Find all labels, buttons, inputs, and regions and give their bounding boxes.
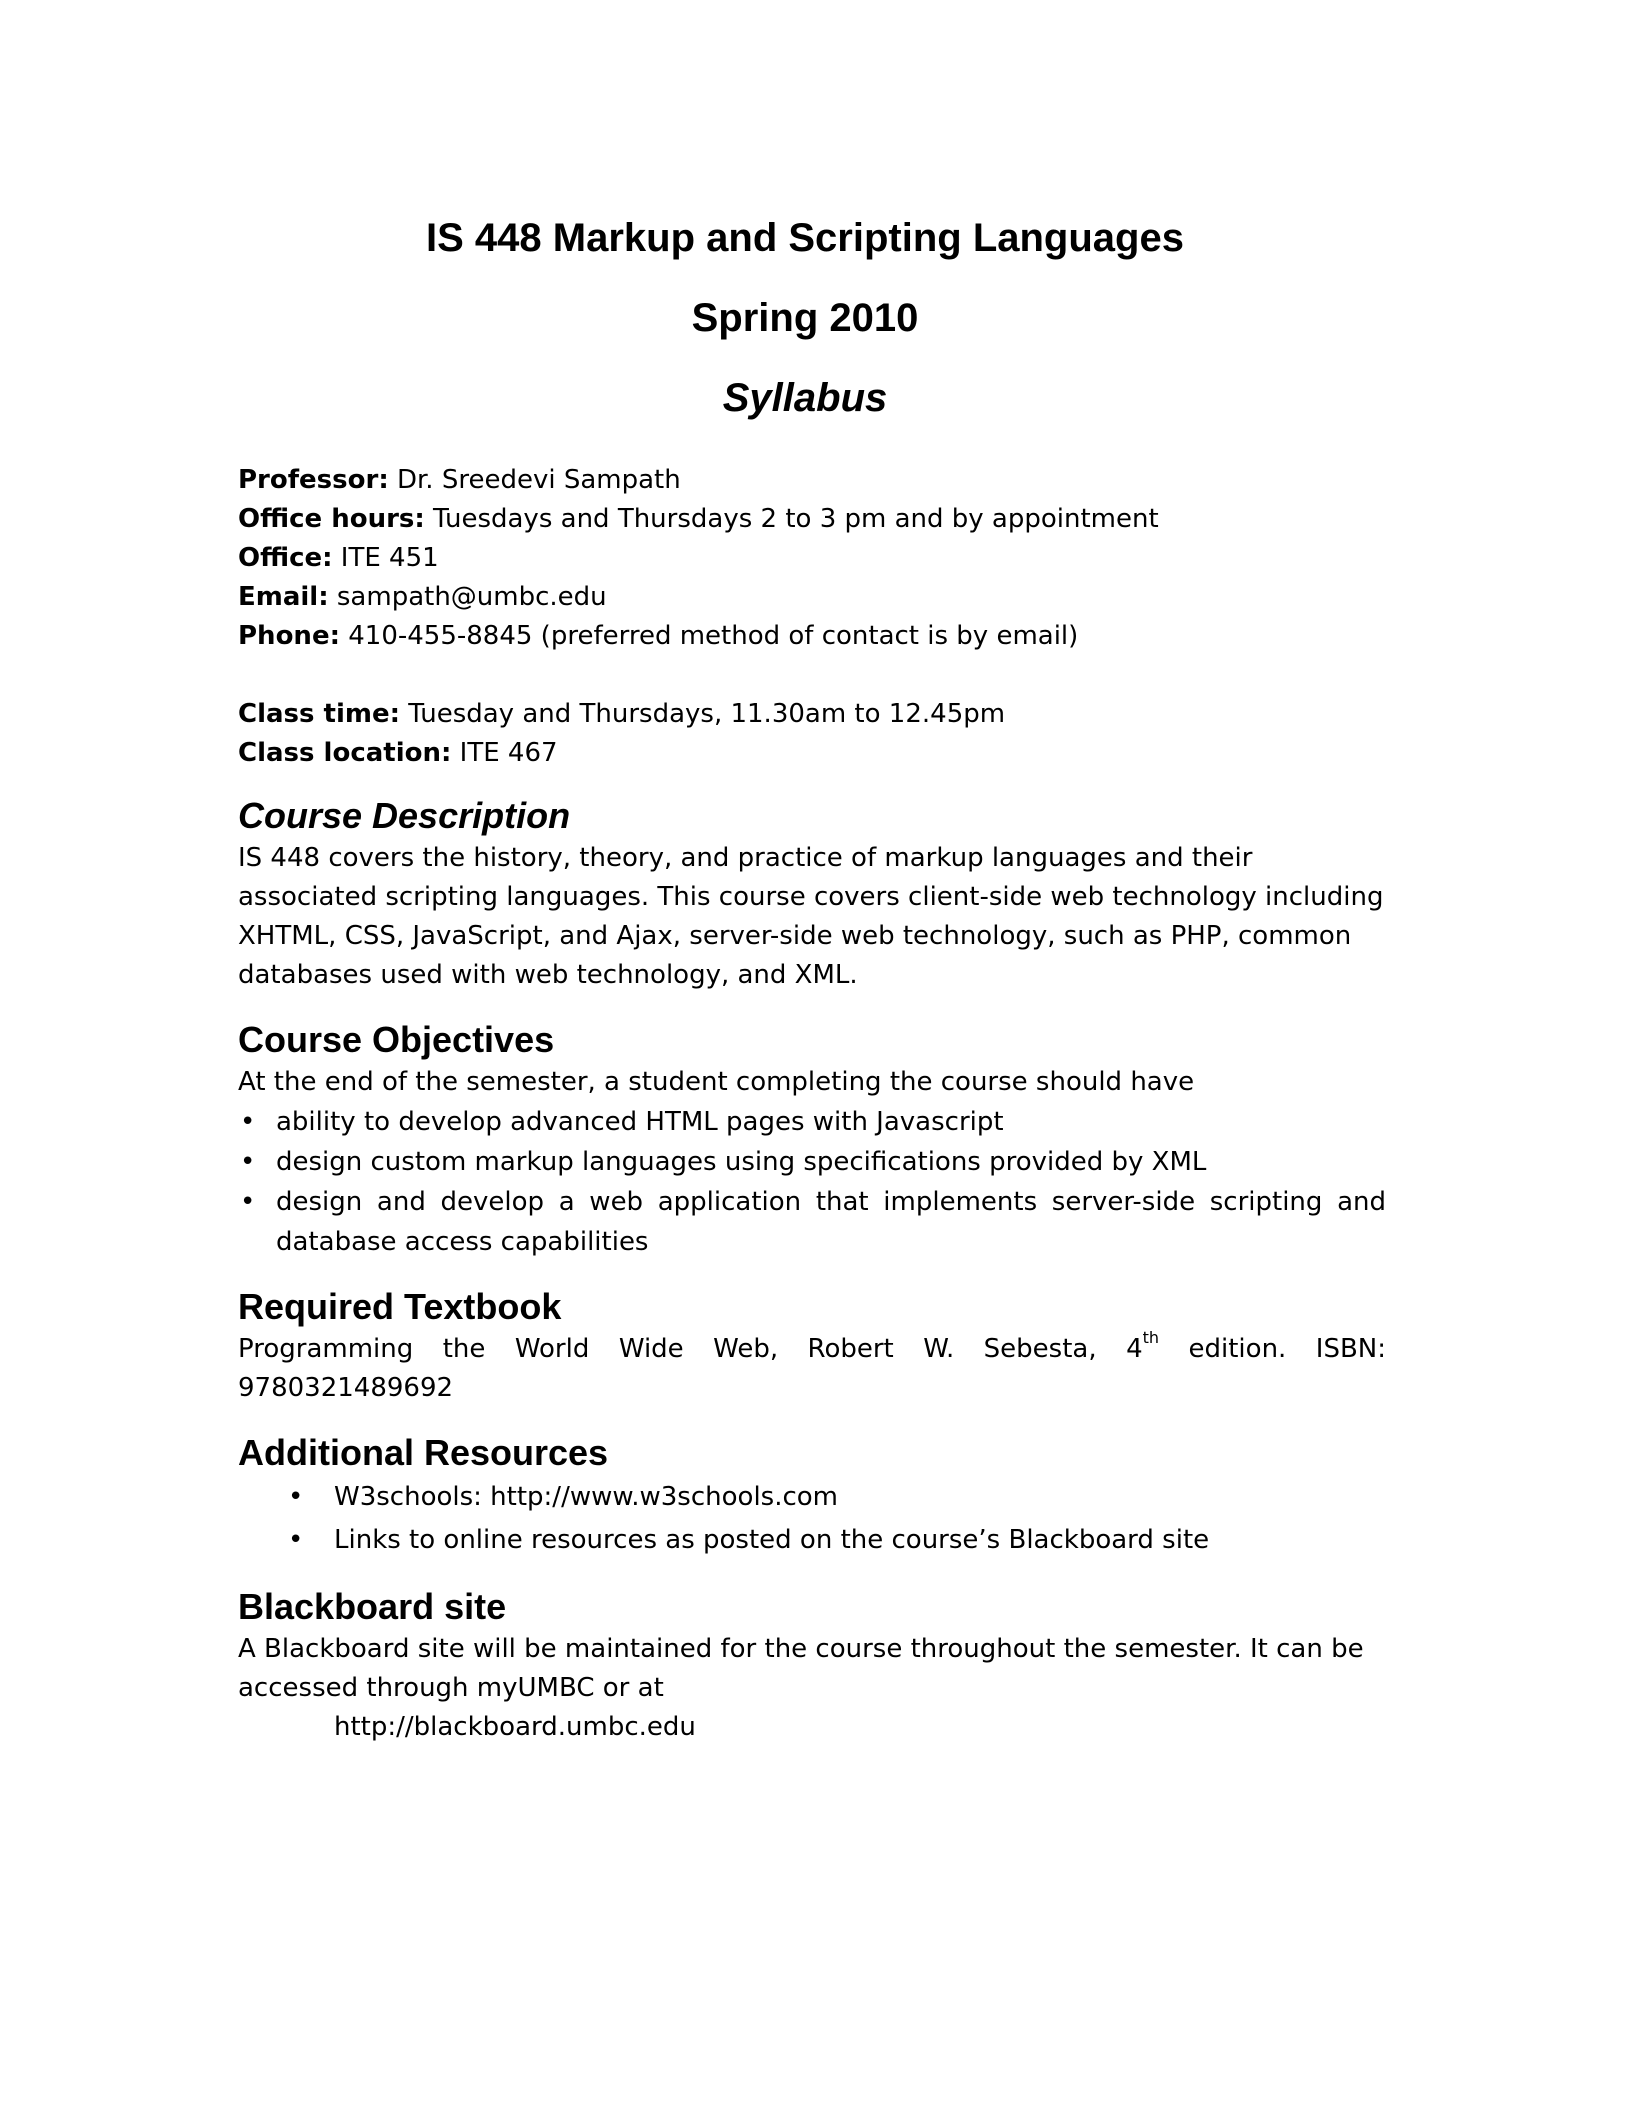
class-time-value: Tuesday and Thursdays, 11.30am to 12.45pm: [400, 699, 1006, 729]
list-item: [238, 1519, 1386, 1562]
professor-value: Dr. Sreedevi Sampath: [388, 465, 681, 495]
class-location-value: ITE 467: [451, 738, 558, 768]
course-description-text: IS 448 covers the history, theory, and practice of markup languages and their associated scripting languages. This course covers client-side web technology including XHTML, CSS, JavaScript, and Ajax, server-side web technology, such as PHP, common databases used with web technology, and XML.: [238, 843, 1384, 990]
term-title: Spring 2010: [691, 296, 919, 340]
objective-text: design and develop a web application that implements server-side scripting and database access capabilities: [276, 1187, 1386, 1257]
class-time-label: Class time:: [238, 699, 401, 729]
required-textbook-heading: Required Textbook: [238, 1286, 562, 1327]
textbook-text-before: Programming the World Wide Web, Robert W. Sebesta, 4: [238, 1334, 1143, 1364]
required-textbook-text: [238, 1330, 1386, 1408]
bullet-icon: •: [240, 1107, 256, 1137]
office-value: ITE 451: [332, 543, 439, 573]
objective-text: ability to develop advanced HTML pages with Javascript: [276, 1107, 1004, 1137]
class-time-line: [238, 695, 1386, 734]
syllabus-content: [238, 461, 1386, 1747]
textbook-superscript: th: [1142, 1328, 1160, 1347]
office-hours-label: Office hours:: [238, 504, 425, 534]
doc-type-title: Syllabus: [722, 376, 888, 420]
blackboard-text: A Blackboard site will be maintained for the course throughout the semester. It can be accessed through myUMBC or at: [238, 1634, 1364, 1703]
email-line: [238, 578, 1386, 617]
professor-label: Professor:: [238, 465, 389, 495]
course-objectives-heading: Course Objectives: [238, 1019, 555, 1060]
office-hours-value: Tuesdays and Thursdays 2 to 3 pm and by appointment: [424, 504, 1159, 534]
list-item: [238, 1476, 1386, 1519]
spacer: [238, 1408, 1386, 1430]
additional-resources-heading: Additional Resources: [238, 1432, 609, 1473]
spacer: [238, 773, 1386, 793]
objective-text: design custom markup languages using specifications provided by XML: [276, 1147, 1207, 1177]
bullet-icon: •: [288, 1525, 304, 1555]
blackboard-heading: Blackboard site: [238, 1586, 507, 1627]
office-hours-line: [238, 500, 1386, 539]
email-value: sampath@umbc.edu: [328, 582, 607, 612]
professor-line: [238, 461, 1386, 500]
spacer: [238, 1562, 1386, 1584]
spacer: [238, 656, 1386, 695]
contact-info: [238, 461, 1386, 773]
phone-label: Phone:: [238, 621, 340, 651]
title-block: [0, 198, 1610, 438]
additional-resources-list: [238, 1476, 1386, 1562]
course-objectives-list: [238, 1102, 1386, 1262]
list-item: [238, 1102, 1386, 1142]
phone-line: [238, 617, 1386, 656]
office-line: [238, 539, 1386, 578]
bullet-icon: •: [288, 1482, 304, 1512]
email-label: Email:: [238, 582, 329, 612]
resource-text: W3schools: http://www.w3schools.com: [334, 1482, 839, 1512]
textbook-text-after: edition. ISBN: 9780321489692: [238, 1334, 1386, 1403]
resource-text: Links to online resources as posted on the course’s Blackboard site: [334, 1525, 1210, 1555]
class-location-label: Class location:: [238, 738, 452, 768]
bullet-icon: •: [240, 1147, 256, 1177]
course-title: IS 448 Markup and Scripting Languages: [426, 216, 1184, 260]
list-item: [238, 1182, 1386, 1262]
spacer: [238, 1262, 1386, 1284]
office-label: Office:: [238, 543, 333, 573]
bullet-icon: •: [240, 1187, 256, 1217]
phone-value: 410-455-8845 (preferred method of contact is by email): [339, 621, 1079, 651]
blackboard-url: http://blackboard.umbc.edu: [334, 1712, 696, 1742]
list-item: [238, 1142, 1386, 1182]
spacer: [238, 995, 1386, 1017]
course-objectives-intro: At the end of the semester, a student completing the course should have: [238, 1067, 1195, 1097]
class-location-line: [238, 734, 1386, 773]
course-description-heading: Course Description: [238, 795, 571, 836]
